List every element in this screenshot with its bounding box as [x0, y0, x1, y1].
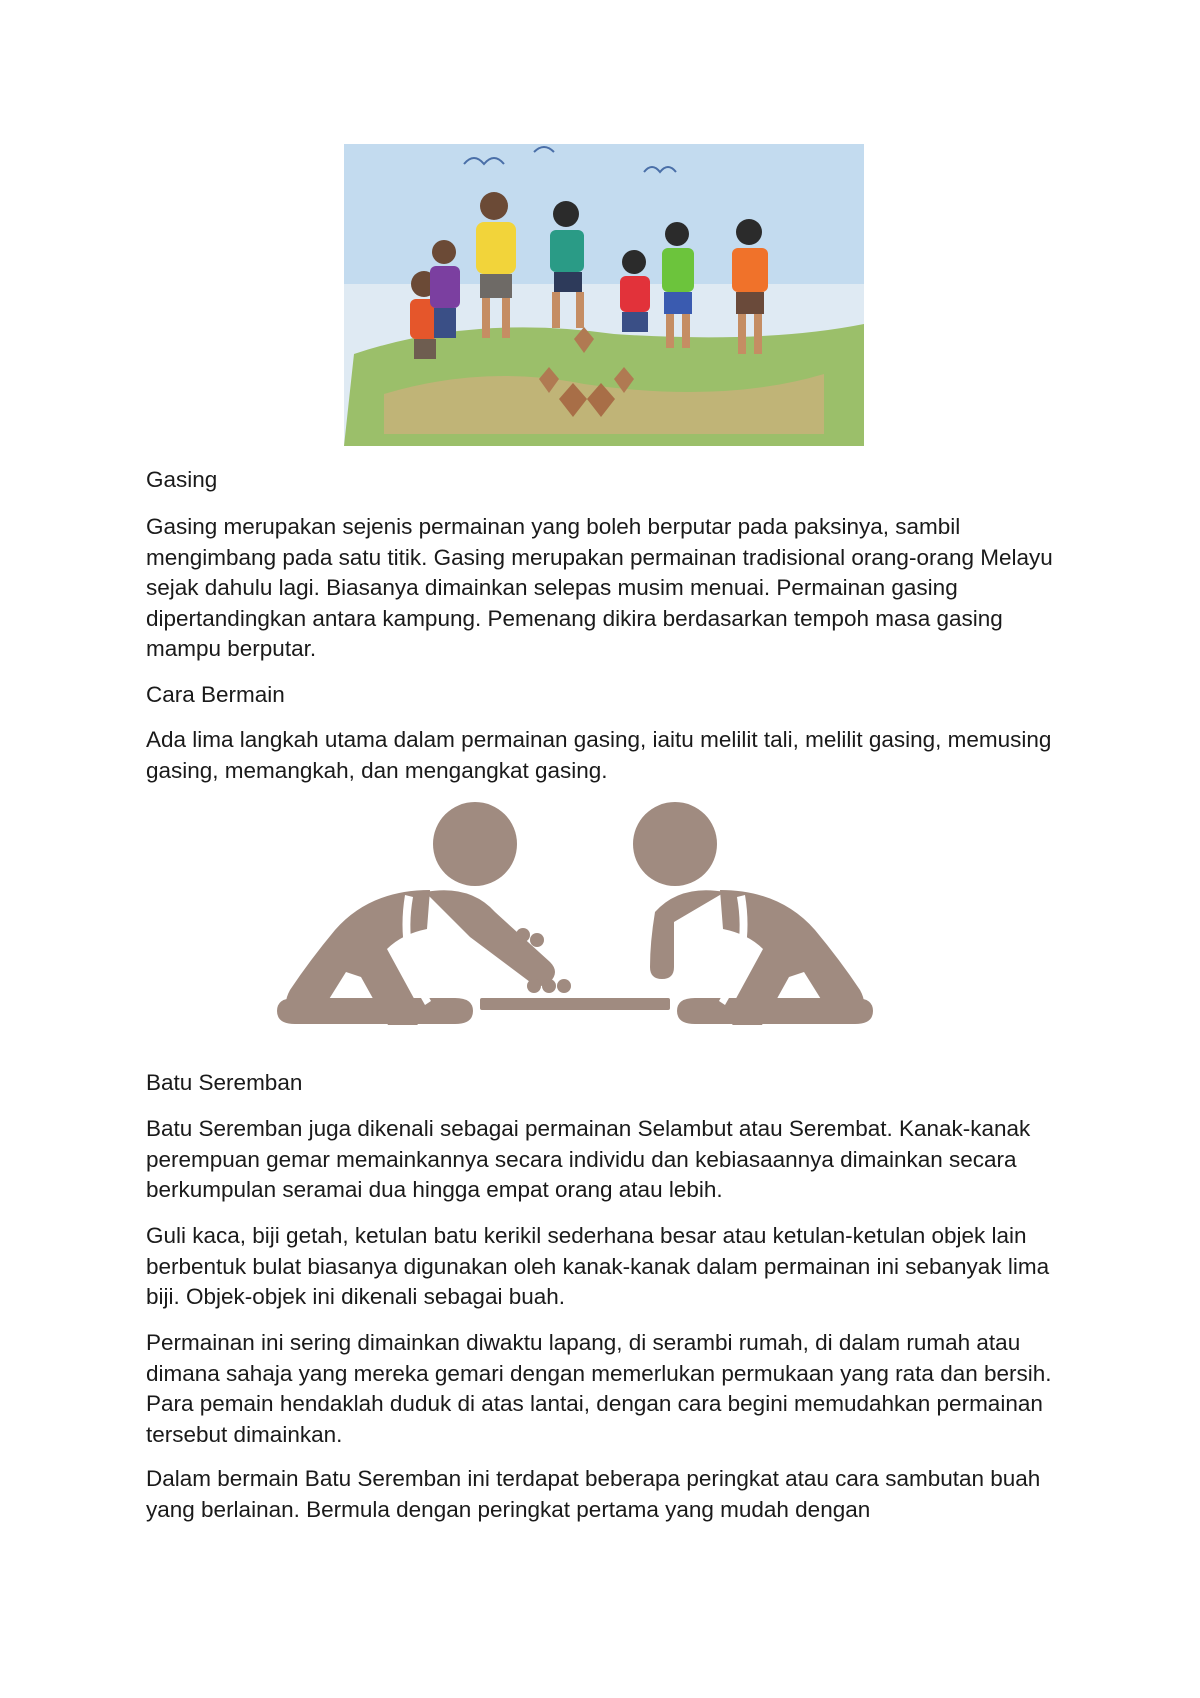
- cara-bermain-paragraph-1: Ada lima langkah utama dalam permainan gasing, iaitu melilit tali, melilit gasing, memusing gasing, memangkah, dan mengangkat gasing.: [146, 727, 1052, 783]
- gasing-illustration: [344, 144, 864, 446]
- gasing-paragraph-1: Gasing merupakan sejenis permainan yang boleh berputar pada paksinya, sambil mengimbang pada satu titik. Gasing merupakan permainan tradisional orang-orang Melayu sejak dahulu lagi. Biasanya dimainkan selepas musim menuai. Permainan gasing dipertandingkan antara kampung. Pemenang dikira berdasarkan tempoh masa gasing mampu berputar.: [146, 514, 1053, 661]
- batu-seremban-paragraph-4: Dalam bermain Batu Seremban ini terdapat beberapa peringkat atau cara sambutan buah yang berlainan. Bermula dengan peringkat pertama yang mudah dengan: [146, 1466, 1041, 1522]
- batu-seremban-paragraph-1: Batu Seremban juga dikenali sebagai permainan Selambut atau Serembat. Kanak-kanak perempuan gemar memainkannya secara individu dan kebiasaannya dimainkan secara berkumpulan seramai dua hingga empat orang atau lebih.: [146, 1116, 1031, 1202]
- batu-seremban-icon: [275, 800, 875, 1025]
- batu-seremban-paragraph-3: Permainan ini sering dimainkan diwaktu lapang, di serambi rumah, di dalam rumah atau dimana sahaja yang mereka gemari dengan memerlukan permukaan yang rata dan bersih. Para pemain hendaklah duduk di atas lantai, dengan cara begini memudahkan permainan tersebut dimainkan.: [146, 1330, 1052, 1447]
- batu-seremban-paragraph-2: Guli kaca, biji getah, ketulan batu kerikil sederhana besar atau ketulan-ketulan objek lain berbentuk bulat biasanya digunakan oleh kanak-kanak dalam permainan ini sebanyak lima biji. Objek-objek ini dikenali sebagai buah.: [146, 1223, 1050, 1309]
- cara-bermain-heading: Cara Bermain: [146, 682, 285, 707]
- gasing-heading: Gasing: [146, 467, 218, 492]
- batu-seremban-heading: Batu Seremban: [146, 1070, 303, 1095]
